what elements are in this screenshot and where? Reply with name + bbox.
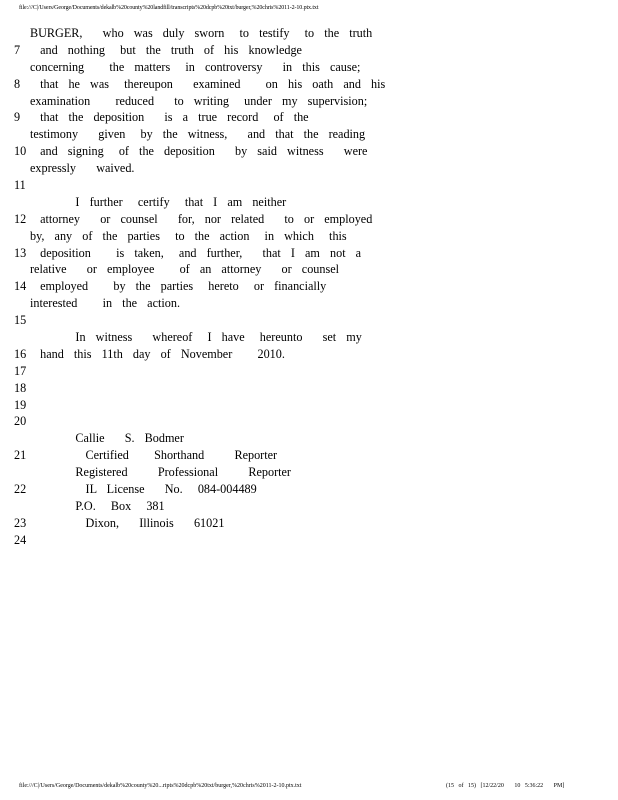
line-number: 12 — [14, 211, 27, 226]
line-number: 21 — [14, 448, 27, 463]
transcript-line — [14, 397, 354, 414]
transcript-line — [14, 295, 354, 312]
line-number: 13 — [14, 245, 27, 260]
transcript-line — [14, 515, 354, 532]
line-text: IL License No. 084-004489 — [30, 482, 257, 497]
transcript-line — [14, 109, 354, 126]
transcript-line — [14, 430, 354, 447]
line-text: hand this 11th day of November 2010. — [30, 346, 285, 361]
transcript-line — [14, 329, 362, 346]
line-number: 11 — [14, 178, 26, 193]
line-text: and signing of the deposition by said witness were — [30, 144, 368, 159]
line-text: concerning the matters in controversy in this cause; — [30, 59, 361, 74]
file-path-header: file:///C|/Users/George/Documents/dekalb%20county%20landfill/transcripts%20dcpb%20txt/burger,%20chris%2011-2-10.ptx.txt — [19, 5, 319, 11]
line-number: 7 — [14, 42, 21, 57]
transcript-line — [14, 194, 354, 211]
line-text: Dixon, Illinois 61021 — [30, 515, 225, 530]
transcript-line — [14, 346, 354, 363]
line-text: expressly waived. — [30, 161, 135, 176]
line-text: In witness whereof I have hereunto set my — [30, 330, 362, 345]
transcript-line — [14, 245, 362, 262]
transcript-page — [14, 25, 386, 549]
line-text: testimony given by the witness, and that the reading — [30, 127, 366, 142]
line-number: 15 — [14, 313, 27, 328]
line-number: 16 — [14, 346, 27, 361]
line-text: Certified Shorthand Reporter — [30, 448, 278, 463]
transcript-line — [14, 498, 354, 515]
transcript-line — [14, 380, 354, 397]
transcript-line — [14, 261, 354, 278]
line-text: I further certify that I am neither — [30, 194, 287, 209]
transcript-line — [14, 413, 354, 430]
line-text: that the deposition is a true record of the — [30, 110, 309, 125]
line-number: 22 — [14, 482, 27, 497]
line-number: 19 — [14, 397, 27, 412]
line-text: BURGER, who was duly sworn to testify to the truth — [30, 26, 373, 40]
line-text: that he was thereupon examined on his oath and his — [30, 76, 386, 91]
line-text: Callie S. Bodmer — [30, 431, 184, 446]
line-number: 24 — [14, 532, 27, 547]
transcript-line — [14, 42, 354, 59]
line-number: 14 — [14, 279, 27, 294]
line-text: relative or employee of an attorney or counsel — [30, 262, 340, 277]
page-info-footer: (15 of 15) [12/22/20 10 5:36:22 PM] — [446, 783, 565, 789]
transcript-line — [14, 25, 373, 42]
line-number: 18 — [14, 380, 27, 395]
file-path-footer: file:///C|/Users/George/Documents/dekalb%20county%20...ripts%20dcpb%20txt/burger,%20chris%2011-2-10.ptx.txt — [19, 783, 302, 789]
line-number: 10 — [14, 144, 27, 159]
line-text: by, any of the parties to the action in which this — [30, 228, 347, 243]
transcript-line — [14, 481, 354, 498]
transcript-line — [14, 126, 366, 143]
transcript-line — [14, 464, 354, 481]
transcript-line — [14, 363, 354, 380]
line-number: 9 — [14, 110, 21, 125]
transcript-line — [14, 177, 354, 194]
line-text: attorney or counsel for, nor related to or employed — [30, 211, 373, 226]
transcript-line — [14, 143, 368, 160]
line-text: and nothing but the truth of his knowledge — [30, 42, 302, 57]
transcript-line — [14, 228, 354, 245]
line-text: P.O. Box 381 — [30, 498, 165, 513]
line-number: 20 — [14, 414, 27, 429]
line-number: 17 — [14, 363, 27, 378]
transcript-line — [14, 532, 354, 549]
line-text: employed by the parties hereto or financially — [30, 279, 327, 294]
transcript-line — [14, 59, 361, 76]
transcript-line — [14, 211, 373, 228]
line-text: examination reduced to writing under my supervision; — [30, 93, 368, 108]
line-text: Registered Professional Reporter — [30, 465, 291, 480]
transcript-line — [14, 447, 354, 464]
transcript-line — [14, 312, 354, 329]
transcript-line — [14, 278, 354, 295]
transcript-line — [14, 76, 386, 93]
transcript-line — [14, 93, 368, 110]
line-number: 23 — [14, 515, 27, 530]
line-text: interested in the action. — [30, 296, 180, 311]
transcript-line — [14, 160, 354, 177]
line-number: 8 — [14, 76, 21, 91]
line-text: deposition is taken, and further, that I am not a — [30, 245, 362, 260]
